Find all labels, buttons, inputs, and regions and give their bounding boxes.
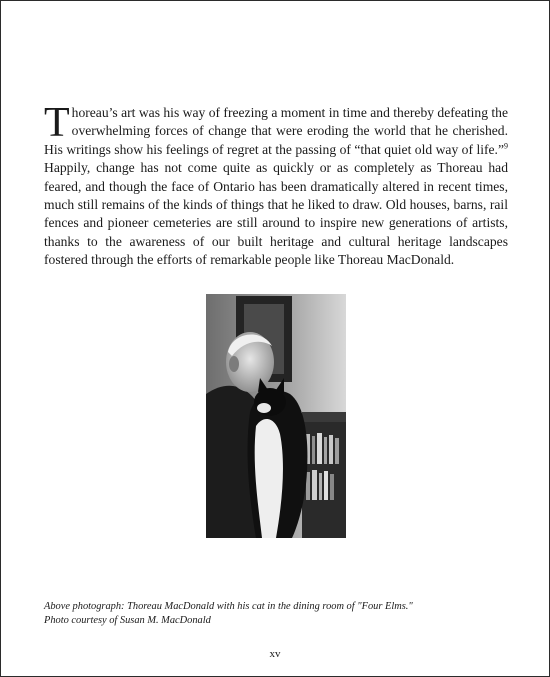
caption-line-2: Photo courtesy of Susan M. MacDonald [44, 614, 211, 626]
paragraph-text-start: horeau’s art was his way of freezing a moment in time and thereby defeating the overwhelming forces of change that were eroding the world that he cherished. His writings show his feelings of regret at the passing of “that quiet old way of life.” [44, 105, 509, 157]
footnote-reference: 9 [504, 141, 508, 151]
caption-line-1: Above photograph: Thoreau MacDonald with his cat in the dining room of "Four Elms." [44, 601, 413, 612]
photograph-man-with-cat [206, 294, 346, 538]
paragraph-text-end: Happily, change has not come quite as quickly or as completely as Thoreau had feared, and though the face of Ontario has been dramatically altered in recent times, much still remains of the kinds of things that he liked to draw. Old houses, barns, rail fences and pioneer cemeteries are still around to inspire new generations of artists, thanks to the awareness of our built heritage and cultural heritage landscapes fostered through the efforts of remarkable people like Thoreau MacDonald. [44, 160, 508, 268]
page-number: xv [269, 648, 281, 660]
photo-illustration [206, 294, 346, 538]
photo-caption [44, 600, 514, 627]
drop-cap: T [44, 100, 70, 146]
body-paragraph [44, 100, 509, 270]
